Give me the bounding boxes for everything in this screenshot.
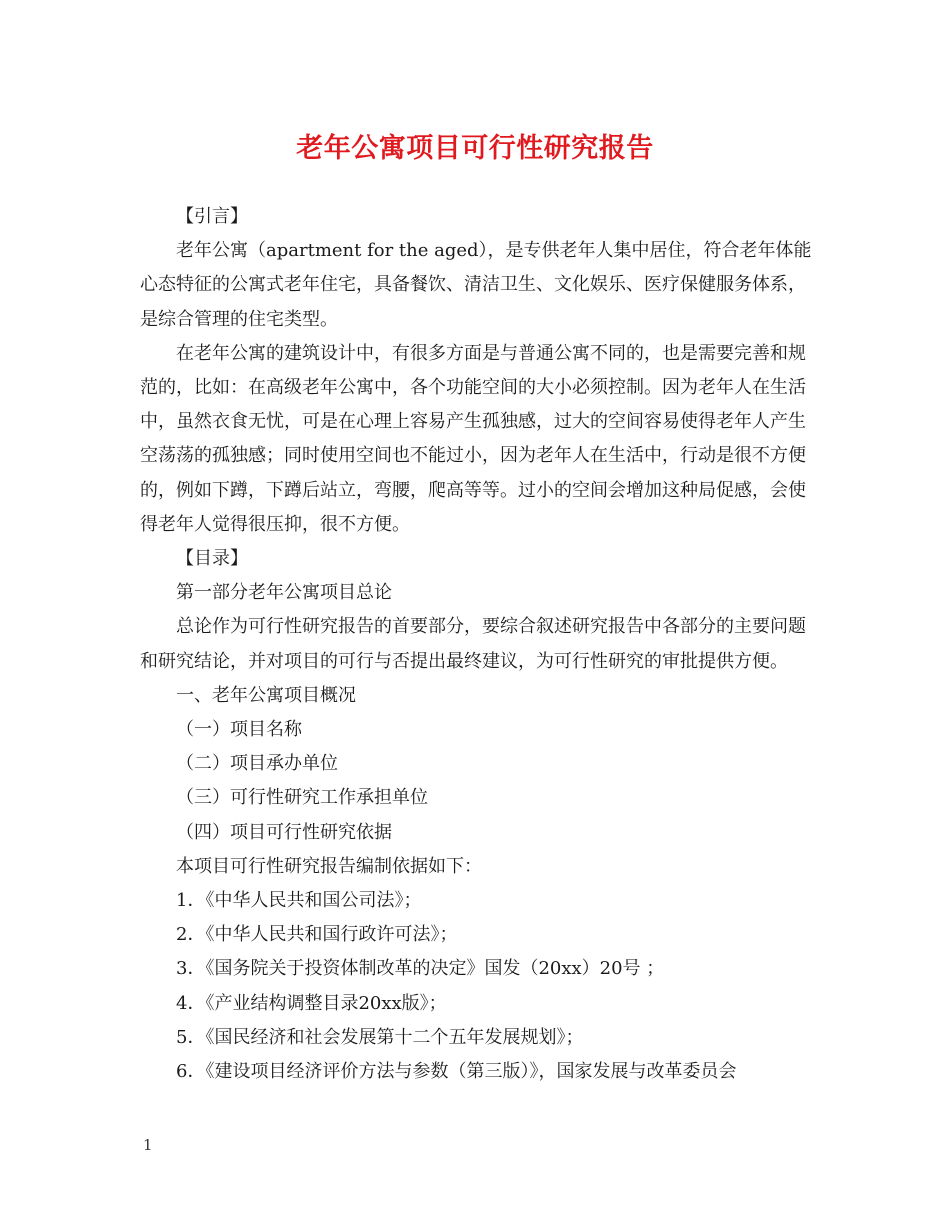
basis-item: 3．《国务院关于投资体制改革的决定》国发（20xx）20号 ；	[176, 958, 665, 980]
toc-heading: 【目录】	[176, 548, 248, 570]
intro-paragraph-2: 在老年公寓的建筑设计中，有很多方面是与普通公寓不同的，也是需要完善和规范的，比如：在高级老年公寓中，各个功能空间的大小必须控制。因为老年人在生活中，虽然衣食无忧，可是在心理上容易产生孤独感，过大的空间容易使得老年人产生空荡荡的孤独感；同时使用空间也不能过小，因为老年人在生活中，行动是很不方便的，例如下蹲，下蹲后站立，弯腰，爬高等等。过小的空间会增加这种局促感，会使得老年人觉得很压抑，很不方便。	[140, 342, 806, 535]
list-item: （三）可行性研究工作承担单位	[176, 787, 428, 809]
basis-item: 1．《中华人民共和国公司法》；	[176, 890, 422, 912]
basis-item: 6．《建设项目经济评价方法与参数（第三版）》，国家发展与改革委员会	[176, 1061, 737, 1083]
page-number: 1	[143, 1136, 153, 1154]
list-item: （一）项目名称	[176, 719, 302, 741]
document-body	[140, 200, 812, 1089]
basis-item: 2．《中华人民共和国行政许可法》；	[176, 924, 458, 946]
part-one-summary: 总论作为可行性研究报告的首要部分，要综合叙述研究报告中各部分的主要问题和研究结论，并对项目的可行与否提出最终建议，为可行性研究的审批提供方便。	[140, 616, 806, 672]
list-item: （四）项目可行性研究依据	[176, 821, 392, 843]
basis-item: 4．《产业结构调整目录20xx版》；	[176, 992, 447, 1014]
section-heading: 一、老年公寓项目概况	[176, 684, 356, 706]
document-title: 老年公寓项目可行性研究报告	[296, 133, 654, 164]
intro-paragraph-1: 老年公寓（apartment for the aged），是专供老年人集中居住，符合老年体能心态特征的公寓式老年住宅，具备餐饮、清洁卫生、文化娱乐、医疗保健服务体系，是综合管理的住宅类型。	[140, 240, 812, 330]
basis-intro: 本项目可行性研究报告编制依据如下：	[176, 855, 482, 877]
basis-item: 5．《国民经济和社会发展第十二个五年发展规划》；	[176, 1026, 584, 1048]
intro-heading: 【引言】	[176, 206, 248, 227]
list-item: （二）项目承办单位	[176, 753, 338, 775]
part-one-heading: 第一部分老年公寓项目总论	[176, 582, 392, 604]
